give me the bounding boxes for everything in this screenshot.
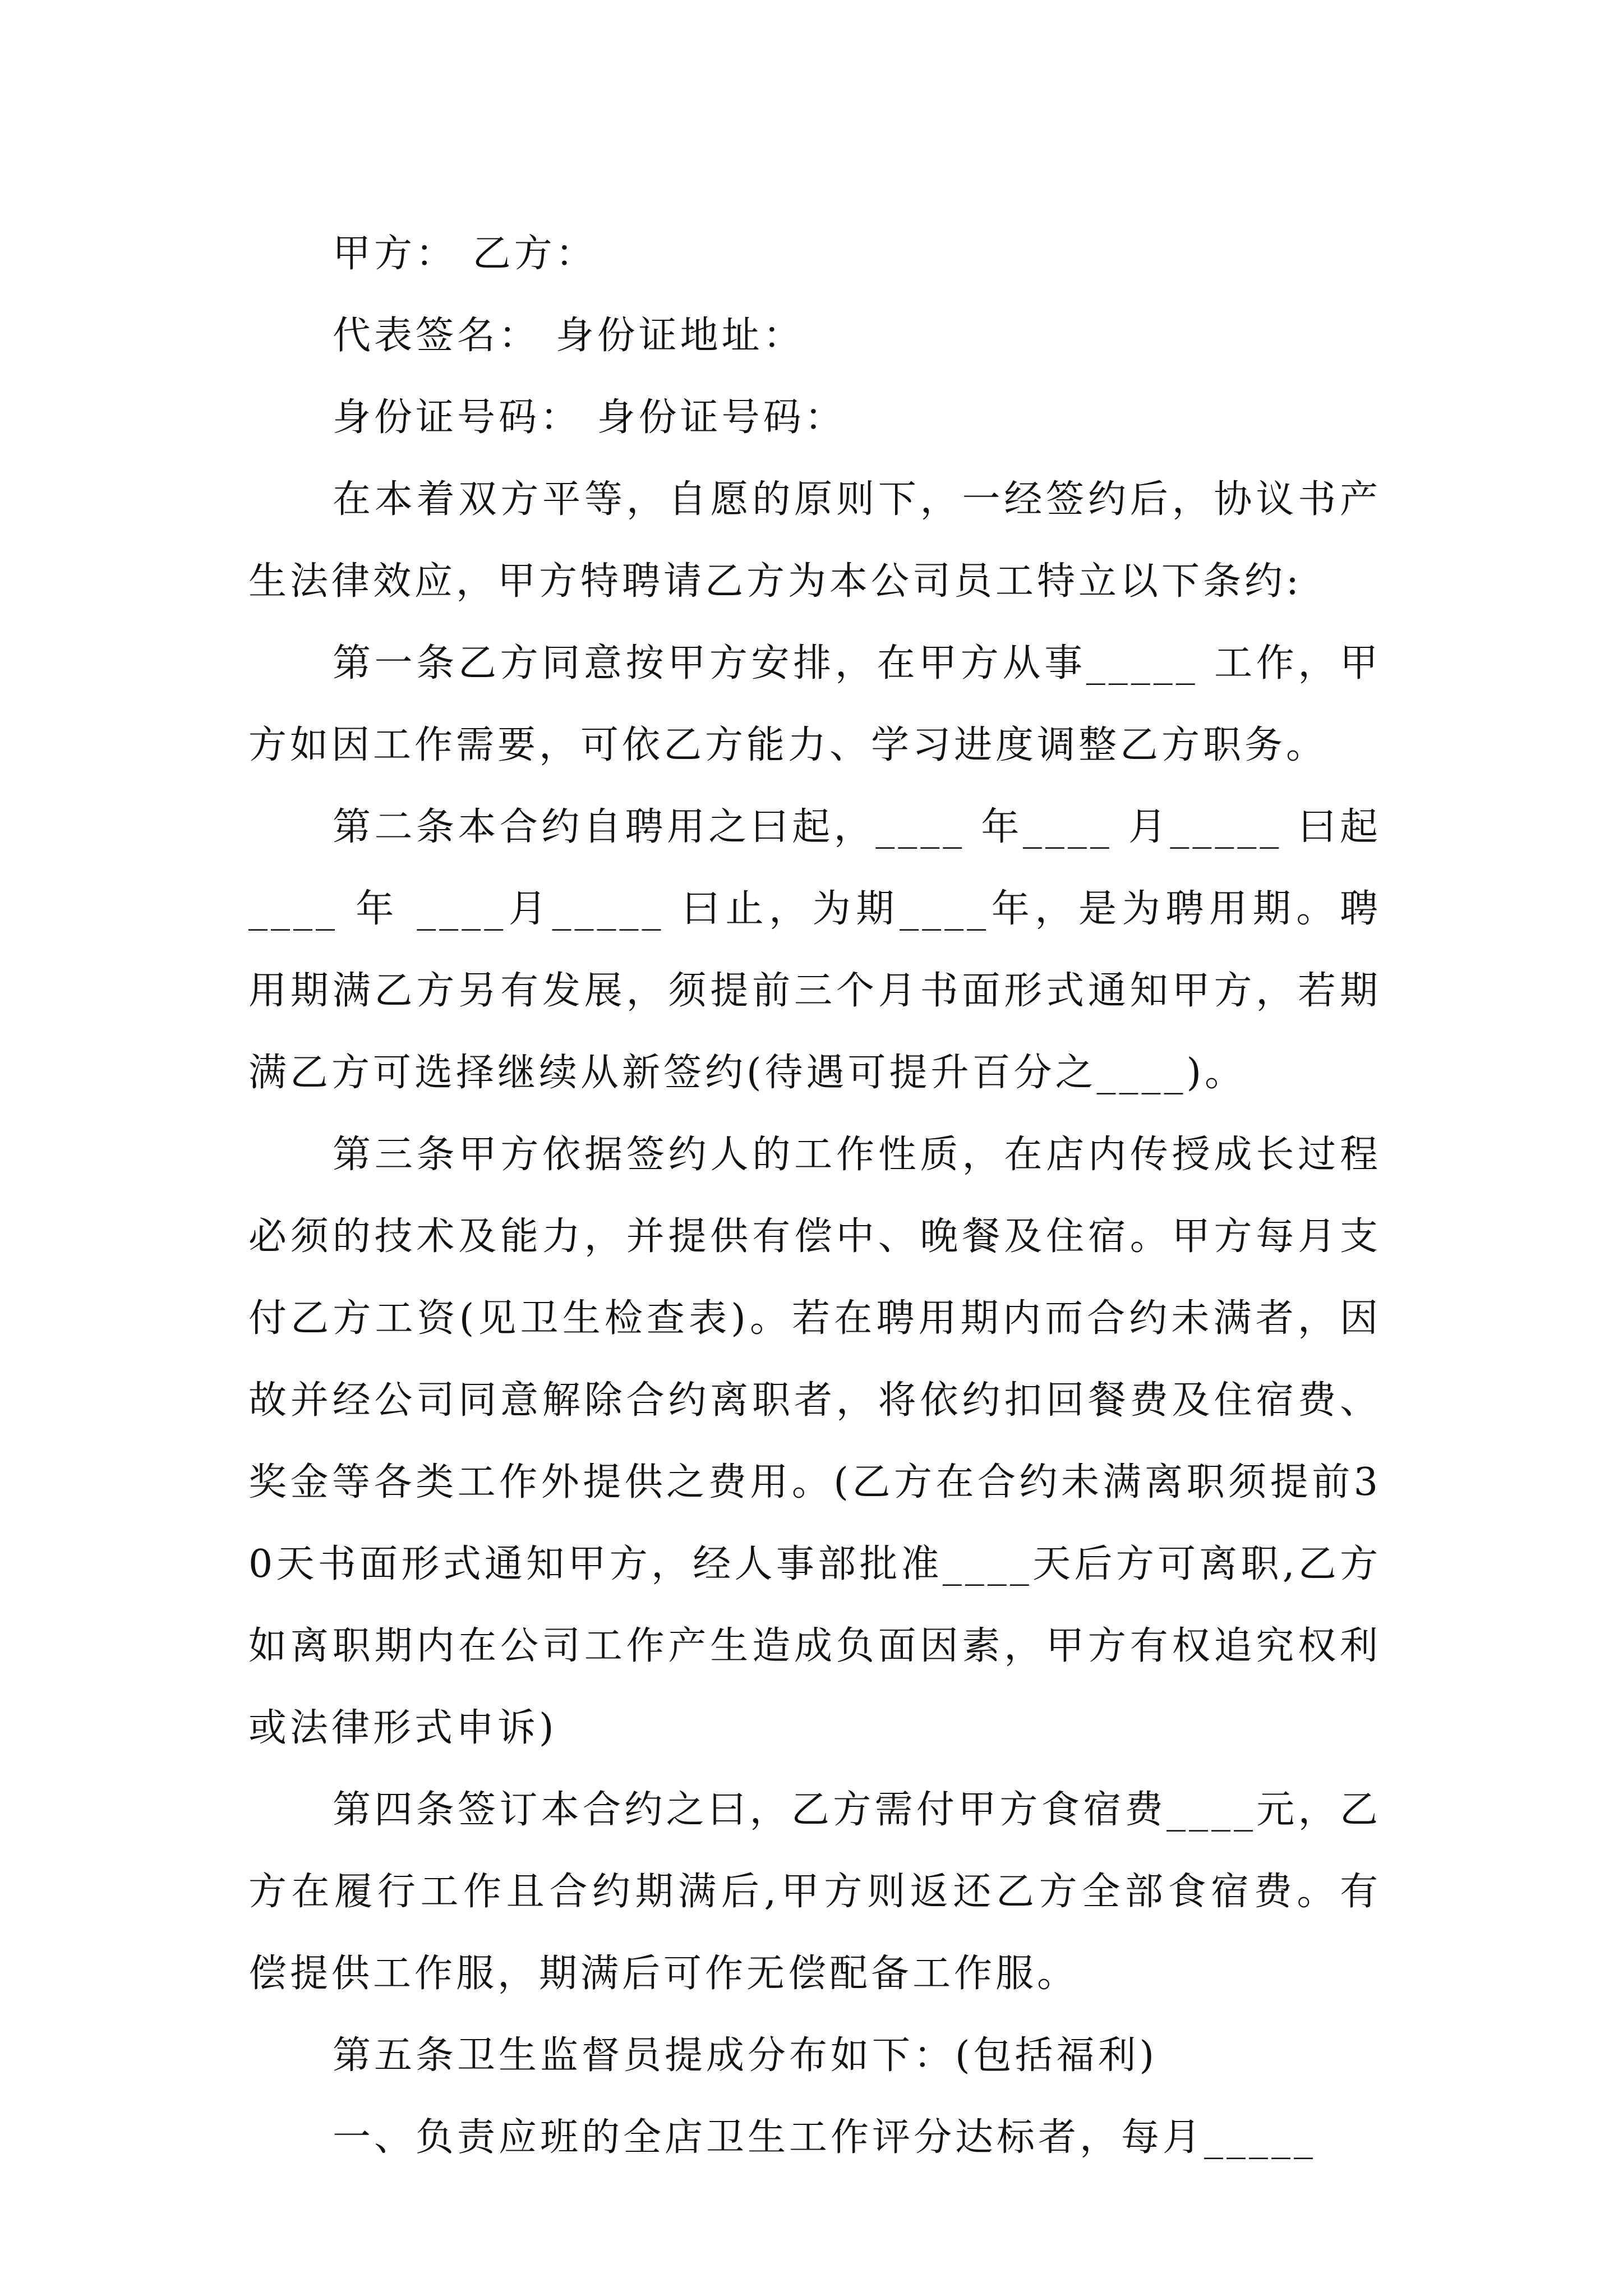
article-5-item-1: 一、负责应班的全店卫生工作评分达标者，每月_____ xyxy=(333,2115,1317,2160)
article-2: 第二条本合约自聘用之曰起，____ 年____ 月_____ 曰起____ 年 ____月_____ 曰止，为期____年，是为聘用期。聘用期满乙方另有发展，须提前三个月书面形式通知甲方，若期满乙方可选择继续从新签约(待遇可提升百分之____)。 xyxy=(248,805,1381,1095)
article-5: 第五条卫生监督员提成分布如下：(包括福利) xyxy=(333,2033,1158,2078)
article-4: 第四条签订本合约之曰，乙方需付甲方食宿费____元，乙方在履行工作且合约期满后,甲方则返还乙方全部食宿费。有偿提供工作服，期满后可作无偿配备工作服。 xyxy=(248,1788,1381,1996)
article-3: 第三条甲方依据签约人的工作性质，在店内传授成长过程必须的技术及能力，并提供有偿中、晚餐及住宿。甲方每月支付乙方工资(见卫生检查表)。若在聘用期内而合约未满者，因故并经公司同意解除合约离职者，将依约扣回餐费及住宿费、奖金等各类工作外提供之费用。(乙方在合约未满离职须提前30天书面形式通知甲方，经人事部批准____天后方可离职,乙方如离职期内在公司工作产生造成负面因素，甲方有权追究权利或法律形式申诉) xyxy=(248,1133,1381,1750)
preamble-paragraph: 在本着双方平等，自愿的原则下，一经签约后，协议书产生法律效应，甲方特聘请乙方为本公司员工特立以下条约: xyxy=(248,477,1381,604)
signature-line: 代表签名： 身份证地址： xyxy=(333,314,805,358)
article-1: 第一条乙方同意按甲方安排，在甲方从事_____ 工作，甲方如因工作需要，可依乙方能力、学习进度调整乙方职务。 xyxy=(248,641,1381,767)
id-number-line: 身份证号码： 身份证号码： xyxy=(333,395,846,440)
party-line: 甲方： 乙方： xyxy=(333,232,597,276)
document-body xyxy=(248,213,1381,2179)
